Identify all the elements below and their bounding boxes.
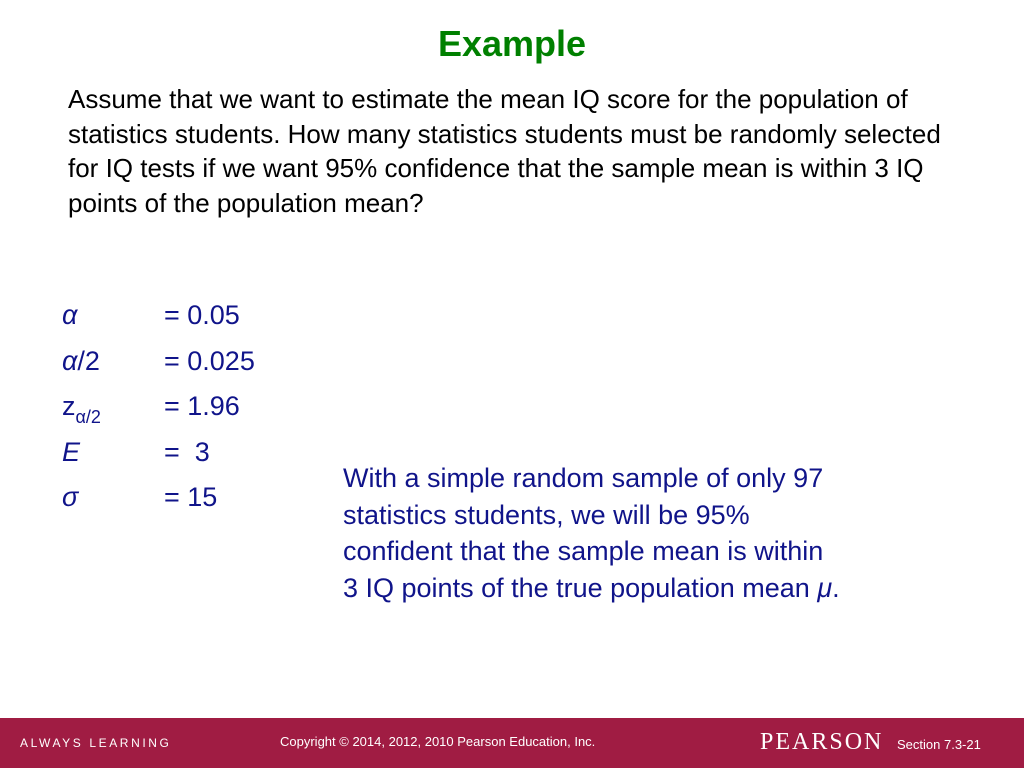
conclusion-line-4-text: 3 IQ points of the true population mean	[343, 572, 818, 603]
given-symbol-e: E	[62, 437, 81, 467]
conclusion-line-4-end: .	[832, 572, 840, 603]
given-symbol-sigma: σ	[62, 482, 79, 512]
footer-tagline: ALWAYS LEARNING	[20, 736, 172, 750]
conclusion-line-1: With a simple random sample of only 97	[343, 463, 824, 493]
conclusion-text	[343, 460, 1003, 606]
conclusion-line-3: confident that the sample mean is within	[343, 536, 824, 566]
given-symbol-alpha: α	[62, 300, 78, 330]
slide-title: Example	[437, 23, 587, 64]
mu-symbol: μ	[817, 572, 833, 603]
pearson-logo: PEARSON	[760, 729, 884, 755]
conclusion-line-2: statistics students, we will be 95%	[343, 499, 750, 530]
given-value-z: = 1.96	[164, 391, 240, 421]
problem-statement: Assume that we want to estimate the mean IQ score for the population of statistics students. How many statistics students must be randomly selected for IQ tests if we want 95% confidence that the sample mean is within 3 IQ points of the population mean?	[68, 84, 941, 218]
z-symbol: z	[62, 391, 76, 421]
given-value-alpha: = 0.05	[164, 300, 240, 330]
section-label: Section 7.3-21	[897, 737, 981, 752]
given-symbol-alpha-half	[62, 341, 100, 381]
given-value-sigma: = 15	[164, 482, 218, 512]
alpha-half-suffix: /2	[77, 346, 100, 376]
footer-bar	[0, 718, 1024, 768]
given-symbol-z	[62, 386, 101, 429]
given-value-alpha-half: = 0.025	[164, 346, 255, 376]
conclusion-line-4	[343, 570, 1003, 607]
alpha-symbol: α	[62, 346, 78, 376]
given-value-e: = 3	[164, 437, 210, 467]
footer-copyright: Copyright © 2014, 2012, 2010 Pearson Education, Inc.	[280, 734, 596, 749]
z-subscript: α/2	[75, 407, 101, 427]
